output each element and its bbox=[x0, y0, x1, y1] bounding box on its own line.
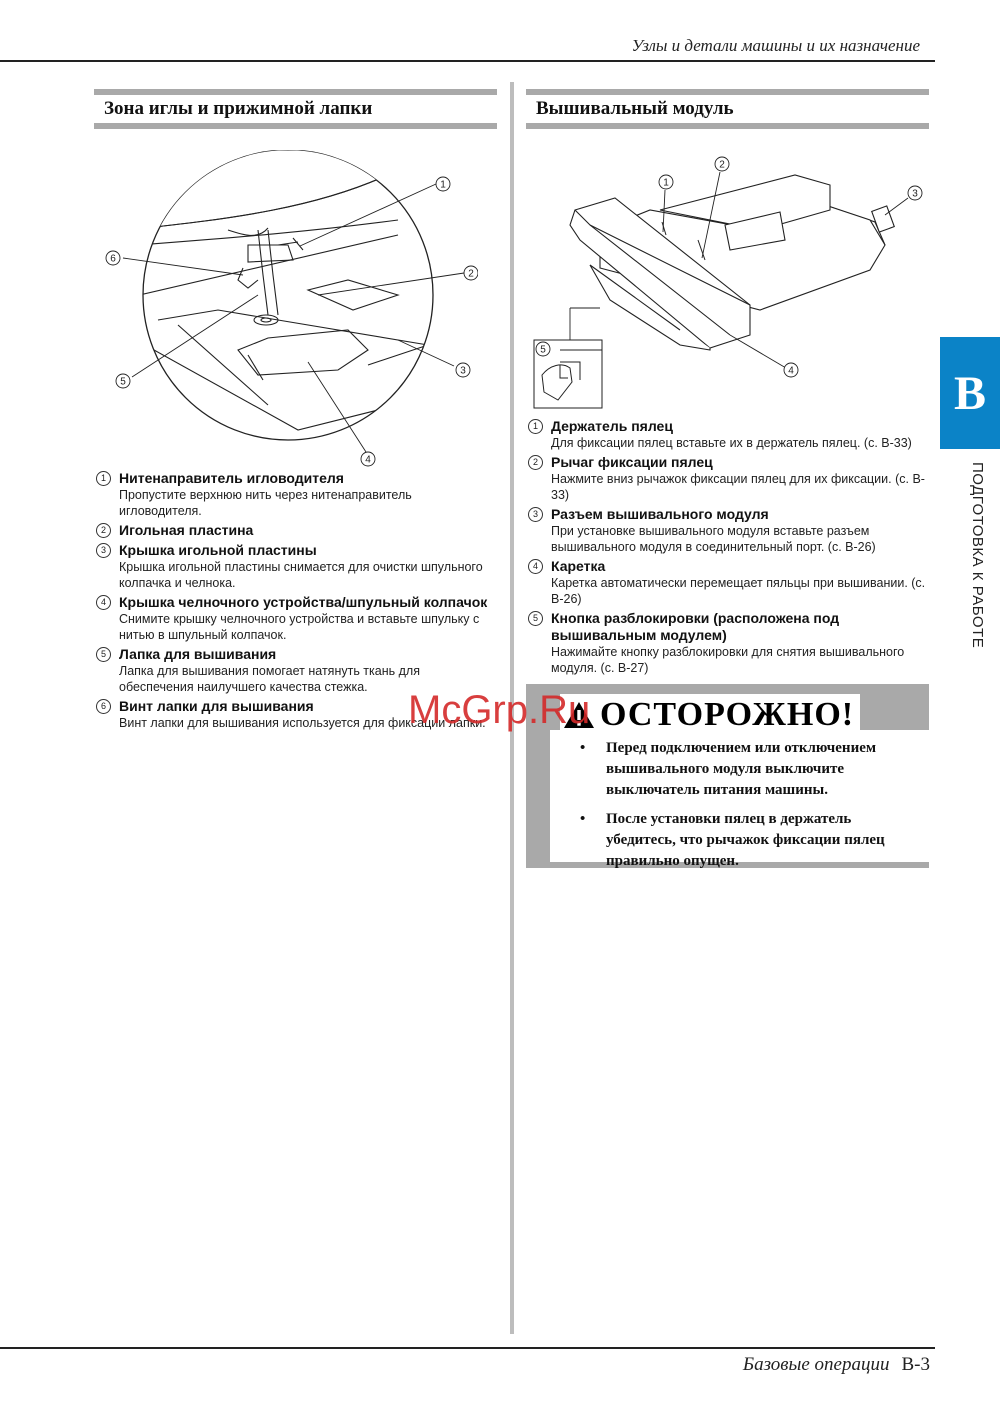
top-rule bbox=[0, 60, 935, 62]
item-number: 5 bbox=[528, 611, 543, 626]
section-title: Зона иглы и прижимной лапки bbox=[104, 98, 373, 119]
item-description: Лапка для вышивания помогает натянуть ткань для обеспечения наилучшего качества стежка. bbox=[119, 664, 420, 694]
item-number: 1 bbox=[96, 471, 111, 486]
callout-2: 2 bbox=[468, 268, 474, 280]
watermark: McGrp.Ru bbox=[408, 688, 591, 732]
list-item bbox=[96, 522, 496, 539]
item-name: Игольная пластина bbox=[119, 522, 254, 538]
item-description: Нажмите вниз рычажок фиксации пялец для их фиксации. (с. B-33) bbox=[551, 472, 925, 502]
callout-4: 4 bbox=[788, 365, 794, 377]
bullet: • bbox=[580, 811, 586, 827]
item-description: Винт лапки для вышивания используется для фиксации лапки. bbox=[119, 716, 486, 730]
callout-3: 3 bbox=[912, 188, 918, 200]
bullet: • bbox=[580, 740, 586, 756]
list-item bbox=[528, 454, 933, 503]
list-item bbox=[528, 558, 933, 607]
callout-3: 3 bbox=[460, 365, 466, 377]
callout-4: 4 bbox=[365, 454, 371, 466]
item-number: 3 bbox=[528, 507, 543, 522]
embroidery-module-parts-list bbox=[528, 418, 933, 679]
item-description: Каретка автоматически перемещает пяльцы при вышивании. (с. B-26) bbox=[551, 576, 926, 606]
chapter-label: ПОДГОТОВКА К РАБОТЕ bbox=[969, 462, 986, 649]
item-name: Каретка bbox=[551, 558, 606, 574]
item-name: Крышка челночного устройства/шпульный колпачок bbox=[119, 594, 488, 610]
item-name: Держатель пялец bbox=[551, 418, 673, 434]
footer bbox=[743, 1354, 930, 1376]
item-number: 4 bbox=[528, 559, 543, 574]
callout-6: 6 bbox=[110, 253, 116, 265]
caution-body bbox=[550, 730, 929, 869]
item-description: Крышка игольной пластины снимается для очистки шпульного колпачка и челнока. bbox=[119, 560, 483, 590]
item-name: Кнопка разблокировки (расположена под вышивальным модулем) bbox=[551, 610, 840, 643]
item-name: Рычаг фиксации пялец bbox=[551, 454, 713, 470]
caution-title: ОСТОРОЖНО! bbox=[600, 696, 855, 733]
item-number: 2 bbox=[528, 455, 543, 470]
caution-list bbox=[578, 738, 915, 880]
page-number: B-3 bbox=[901, 1354, 930, 1375]
item-name: Разъем вышивального модуля bbox=[551, 506, 769, 522]
list-item bbox=[96, 594, 496, 643]
caution-item bbox=[578, 809, 915, 872]
item-description: Пропустите верхнюю нить через нитенаправитель игловодителя. bbox=[119, 488, 412, 518]
list-item bbox=[96, 470, 496, 519]
footer-text: Базовые операции bbox=[742, 1354, 890, 1375]
callout-5: 5 bbox=[540, 344, 546, 356]
list-item bbox=[528, 610, 933, 676]
section-title: Вышивальный модуль bbox=[536, 98, 734, 119]
item-description: Нажимайте кнопку разблокировки для снятия вышивального модуля. (с. B-27) bbox=[551, 645, 905, 675]
callout-5: 5 bbox=[120, 376, 126, 388]
item-name: Лапка для вышивания bbox=[119, 646, 277, 662]
caution-text: После установки пялец в держатель убедитесь, что рычажок фиксации пялец правильно опущен. bbox=[606, 811, 885, 869]
item-number: 6 bbox=[96, 699, 111, 714]
list-item bbox=[528, 418, 933, 451]
item-name: Крышка игольной пластины bbox=[119, 542, 317, 558]
item-name: Нитенаправитель игловодителя bbox=[119, 470, 344, 486]
list-item bbox=[96, 542, 496, 591]
item-number: 5 bbox=[96, 647, 111, 662]
needle-area-illustration bbox=[98, 150, 478, 470]
item-description: Для фиксации пялец вставьте их в держатель пялец. (с. B-33) bbox=[551, 436, 912, 450]
item-description: Снимите крышку челночного устройства и вставьте шпульку с нитью в шпульный колпачок. bbox=[119, 612, 480, 642]
section-header-embroidery-module bbox=[526, 89, 929, 129]
bottom-rule bbox=[0, 1347, 935, 1349]
item-number: 2 bbox=[96, 523, 111, 538]
section-header-needle-area bbox=[94, 89, 497, 129]
caution-item bbox=[578, 738, 915, 801]
callout-2: 2 bbox=[719, 159, 725, 171]
item-number: 3 bbox=[96, 543, 111, 558]
callout-1: 1 bbox=[663, 177, 669, 189]
item-number: 1 bbox=[528, 419, 543, 434]
caution-heading bbox=[560, 694, 860, 736]
item-name: Винт лапки для вышивания bbox=[119, 698, 314, 714]
list-item bbox=[528, 506, 933, 555]
chapter-tab: B bbox=[940, 337, 1000, 449]
callout-1: 1 bbox=[440, 179, 446, 191]
item-number: 4 bbox=[96, 595, 111, 610]
running-head: Узлы и детали машины и их назначение bbox=[631, 36, 920, 55]
item-description: При установке вышивального модуля вставьте разъем вышивального модуля в соединительный порт. (с. B-26) bbox=[551, 524, 876, 554]
embroidery-module-illustration bbox=[530, 150, 930, 410]
caution-text: Перед подключением или отключением вышивального модуля выключите выключатель питания машины. bbox=[606, 740, 877, 798]
